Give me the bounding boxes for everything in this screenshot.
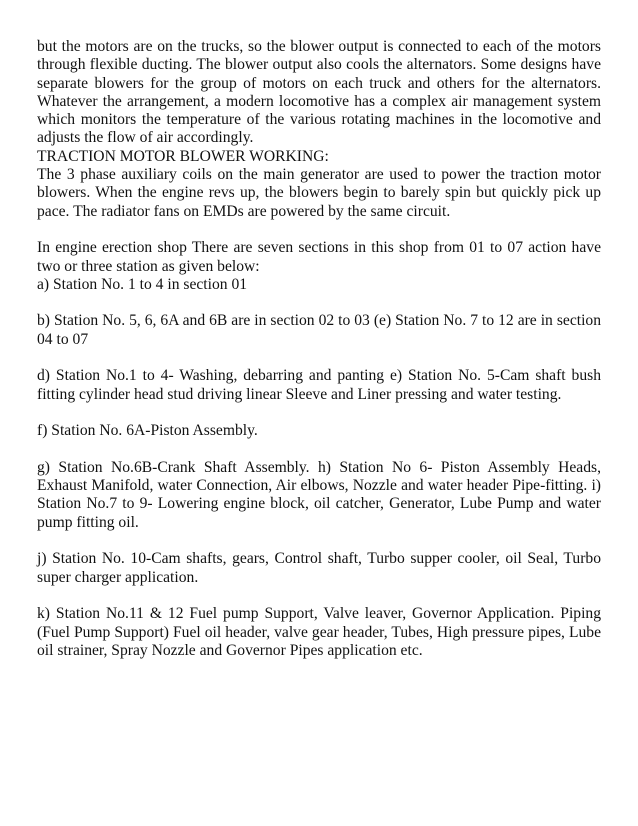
list-item-station-d: d) Station No.1 to 4- Washing, debarring and panting e) Station No. 5-Cam shaft bush fitting cylinder head stud driving linear Sleeve and Liner pressing and water testing. xyxy=(37,367,601,403)
list-item-station-f: f) Station No. 6A-Piston Assembly. xyxy=(37,422,258,440)
section-heading-traction-motor-blower: TRACTION MOTOR BLOWER WORKING: xyxy=(37,147,329,165)
paragraph-auxiliary-coils: The 3 phase auxiliary coils on the main generator are used to power the traction motor blowers. When the engine revs up, the blowers begin to barely spin but quickly pick up pace. The radiator fans on EMDs are powered by the same circuit. xyxy=(37,166,601,220)
list-item-station-b: b) Station No. 5, 6, 6A and 6B are in section 02 to 03 (e) Station No. 7 to 12 are in section 04 to 07 xyxy=(37,312,601,348)
paragraph-engine-erection-shop: In engine erection shop There are seven sections in this shop from 01 to 07 action have two or three station as given below: xyxy=(37,239,601,275)
document-page xyxy=(37,38,601,660)
list-item-station-g: g) Station No.6B-Crank Shaft Assembly. h) Station No 6- Piston Assembly Heads, Exhaust Manifold, water Connection, Air elbows, Nozzle and water header Pipe-fitting. i) Station No.7 to 9- Lowering engine block, oil catcher, Generator, Lube Pump and water pump fitting oil. xyxy=(37,458,601,531)
paragraph-blower-output: but the motors are on the trucks, so the blower output is connected to each of the motors through flexible ducting. The blower output also cools the alternators. Some designs have separate blowers for the group of motors on each truck and others for the alternators. Whatever the arrangement, a modern locomotive has a complex air management system which monitors the temperature of the various rotating machines in the locomotive and adjusts the flow of air accordingly. xyxy=(37,38,601,147)
list-item-station-k: k) Station No.11 & 12 Fuel pump Support, Valve leaver, Governor Application. Piping (Fuel Pump Support) Fuel oil header, valve gear header, Tubes, High pressure pipes, Lube oil strainer, Spray Nozzle and Governor Pipes application etc. xyxy=(37,605,601,659)
list-item-station-j: j) Station No. 10-Cam shafts, gears, Control shaft, Turbo supper cooler, oil Seal, Turbo super charger application. xyxy=(37,550,601,586)
list-item-station-a: a) Station No. 1 to 4 in section 01 xyxy=(37,275,248,293)
